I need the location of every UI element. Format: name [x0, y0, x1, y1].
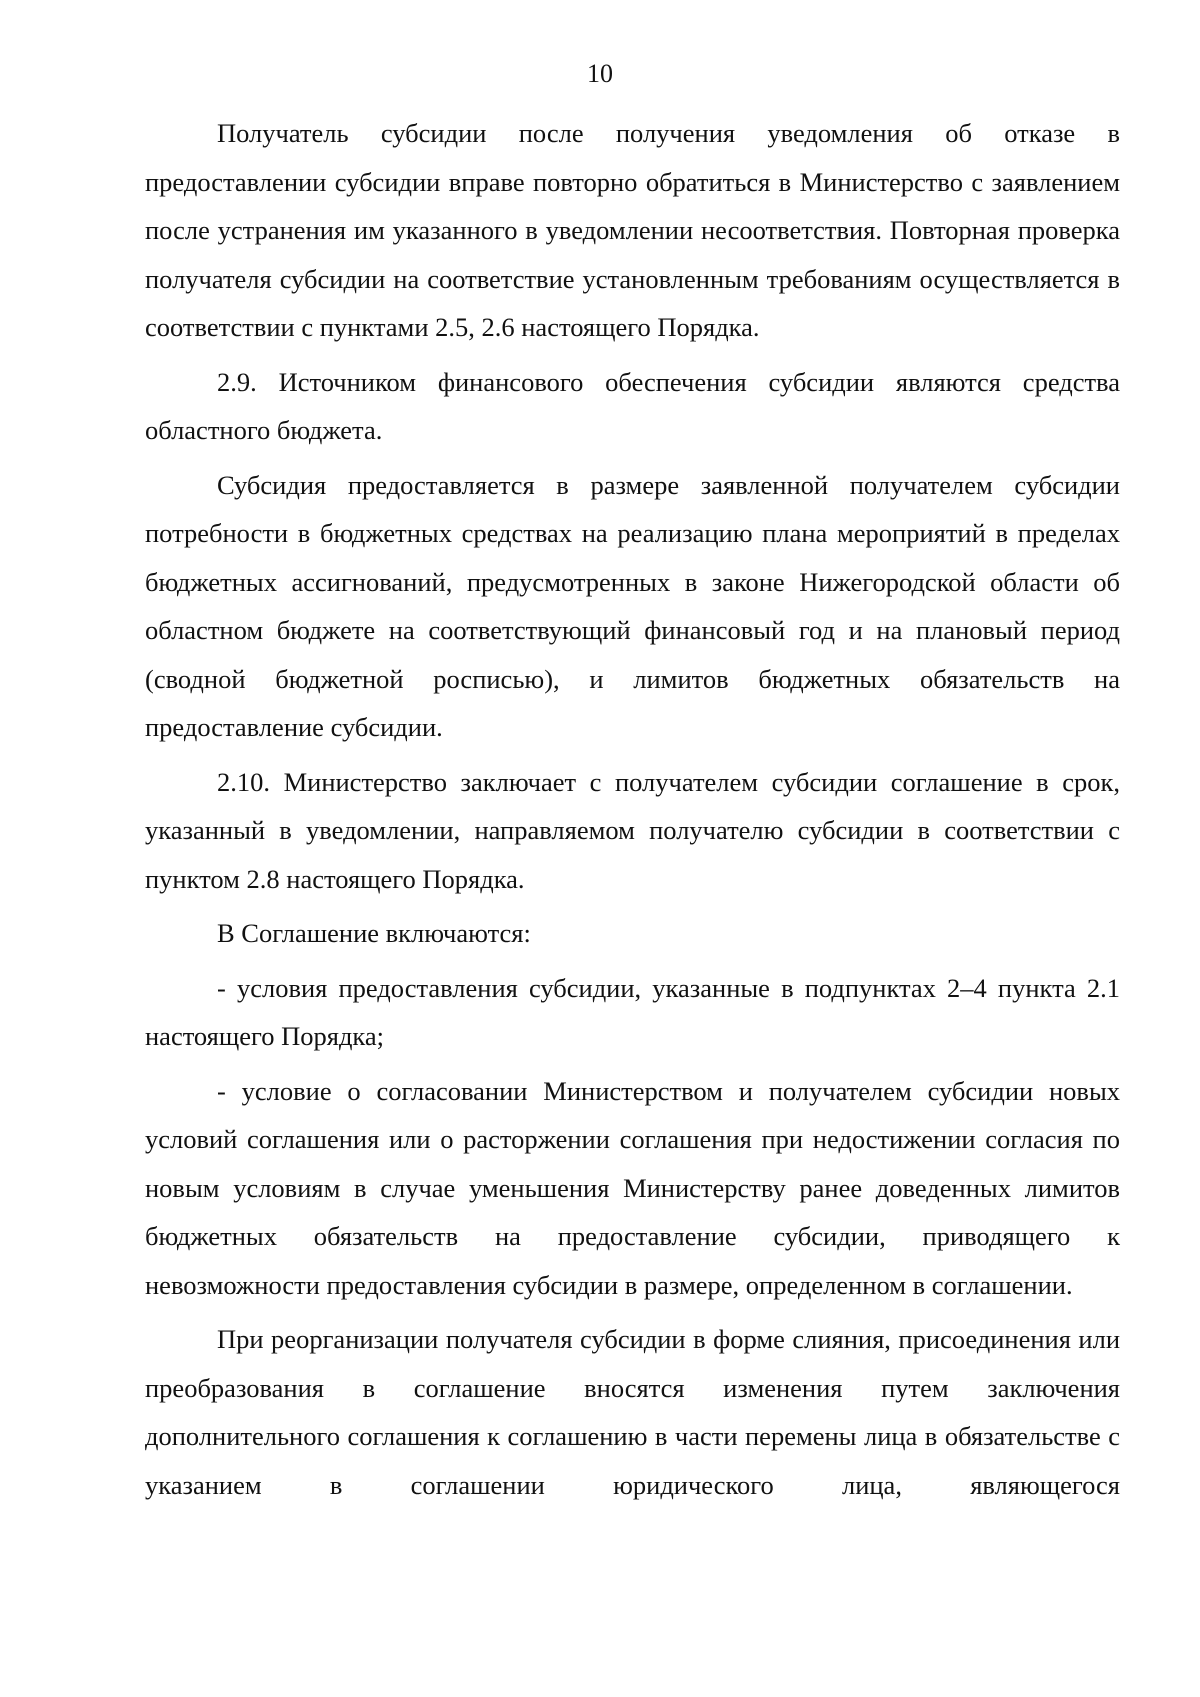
paragraph-2-9-funding-source: 2.9. Источником финансового обеспечения субсидии являются средства областного бюджета.	[145, 366, 1120, 445]
list-item-renegotiation: - условие о согласовании Министерством и получателем субсидии новых условий соглашения или о расторжении соглашения при недостижении согласия по новым условиям в случае уменьшения Министерству ранее доведенных лимитов бюджетных обязательств на предоставление субсидии, приводящего к невозможности предоставления субсидии в размере, определенном в соглашении.	[145, 1075, 1120, 1300]
paragraph-agreement-includes: В Соглашение включаются:	[217, 918, 531, 948]
list-item-conditions: - условия предоставления субсидии, указанные в подпунктах 2–4 пункта 2.1 настоящего Порядка;	[145, 972, 1120, 1051]
paragraph-2-10-agreement: 2.10. Министерство заключает с получателем субсидии соглашение в срок, указанный в уведомлении, направляемом получателю субсидии в соответствии с пунктом 2.8 настоящего Порядка.	[145, 766, 1120, 894]
paragraph-reapplication: Получатель субсидии после получения уведомления об отказе в предоставлении субсидии вправе повторно обратиться в Министерство с заявлением после устранения им указанного в уведомлении несоответствия. Повторная проверка получателя субсидии на соответствие установленным требованиям осуществляется в соответствии с пунктами 2.5, 2.6 настоящего Порядка.	[145, 118, 1120, 342]
document-body	[145, 109, 1120, 1509]
page-number: 10	[587, 59, 613, 88]
paragraph-reorganization: При реорганизации получателя субсидии в форме слияния, присоединения или преобразования в соглашение вносятся изменения путем заключения дополнительного соглашения к соглашению в части перемены лица в обязательстве с указанием в соглашении юридического лица, являющегося	[145, 1324, 1120, 1500]
paragraph-subsidy-amount: Субсидия предоставляется в размере заявленной получателем субсидии потребности в бюджетных средствах на реализацию плана мероприятий в пределах бюджетных ассигнований, предусмотренных в законе Нижегородской области об областном бюджете на соответствующий финансовый год и на плановый период (сводной бюджетной росписью), и лимитов бюджетных обязательств на предоставление субсидии.	[145, 469, 1120, 742]
